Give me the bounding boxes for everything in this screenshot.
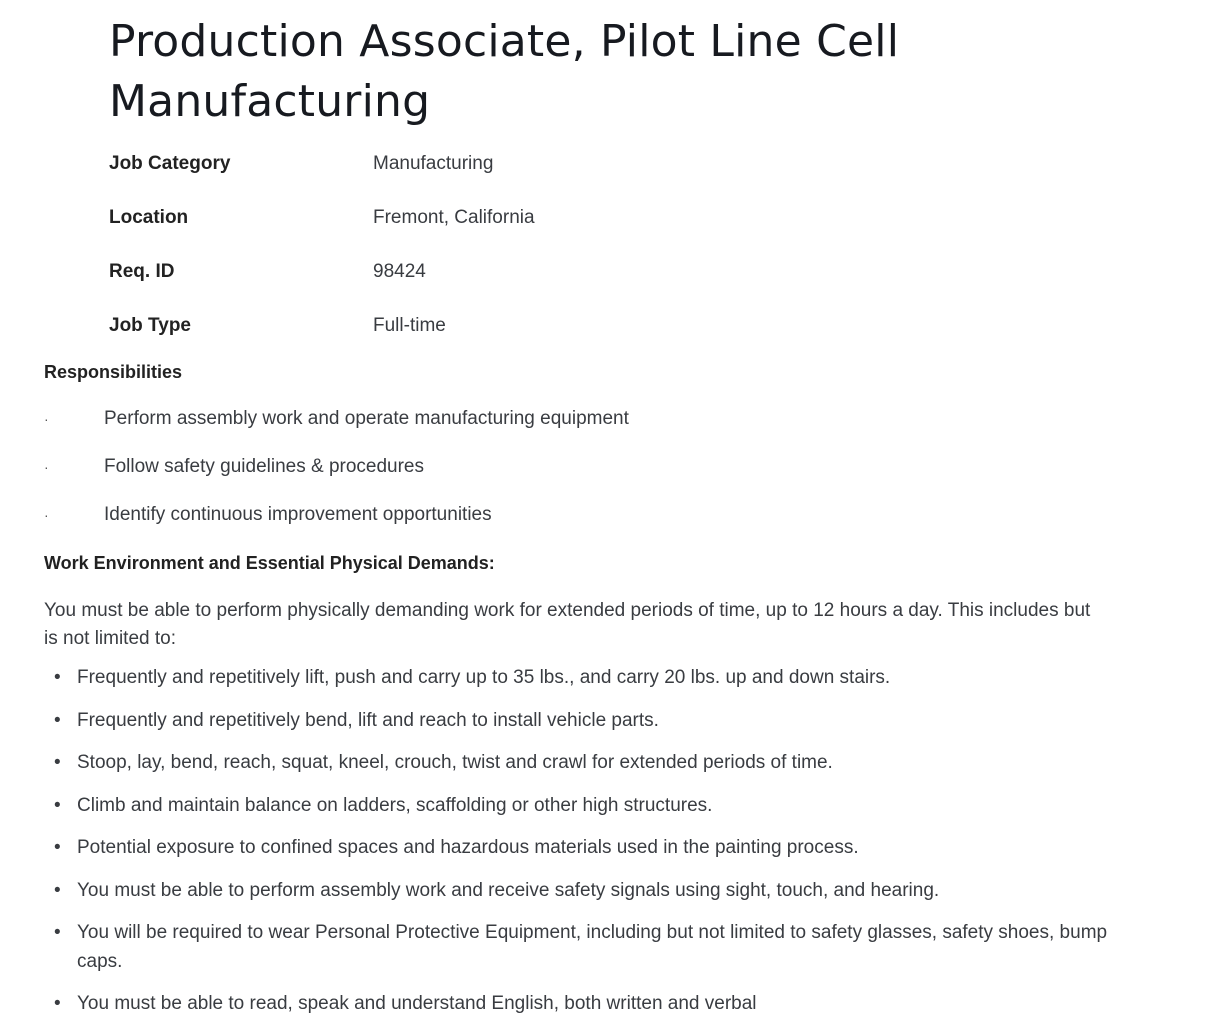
bullet-dot-icon: ·: [44, 411, 49, 427]
job-title: Production Associate, Pilot Line Cell Manufacturing: [109, 16, 900, 127]
list-item-text: Identify continuous improvement opportunities: [104, 504, 492, 525]
list-item: [44, 500, 944, 548]
list-item: • You must be able to perform assembly work and receive safety signals using sight, touch, and hearing.: [44, 877, 1134, 906]
list-item: • You will be required to wear Personal Protective Equipment, including but not limited to safety glasses, safety shoes, bump caps.: [44, 919, 1134, 976]
meta-value: Fremont, California: [373, 207, 535, 228]
list-item: • Frequently and repetitively lift, push and carry up to 35 lbs., and carry 20 lbs. up and down stairs.: [44, 664, 1134, 693]
meta-row-location: [109, 200, 909, 254]
work-environment-heading: Work Environment and Essential Physical Demands:: [44, 553, 495, 573]
responsibilities-heading: Responsibilities: [44, 362, 183, 382]
meta-label: Location: [109, 207, 189, 228]
meta-value: Manufacturing: [373, 153, 494, 174]
bullet-dot-icon: ·: [44, 459, 49, 475]
meta-row-job-type: [109, 308, 909, 362]
meta-label: Req. ID: [109, 261, 175, 282]
meta-value: 98424: [373, 261, 426, 282]
responsibilities-list: [44, 404, 944, 548]
job-meta-table: [109, 146, 909, 362]
list-item: [44, 404, 944, 452]
meta-value: Full-time: [373, 315, 446, 336]
list-item: • Climb and maintain balance on ladders, scaffolding or other high structures.: [44, 792, 1134, 821]
meta-label: Job Type: [109, 315, 191, 336]
meta-label: Job Category: [109, 153, 231, 174]
list-item: [44, 452, 944, 500]
physical-demands-intro: You must be able to perform physically demanding work for extended periods of time, up to 12 hours a day. This includes but is not limited to:: [44, 600, 1091, 649]
list-item: • Stoop, lay, bend, reach, squat, kneel, crouch, twist and crawl for extended periods of time.: [44, 749, 1134, 778]
list-item-text: Follow safety guidelines & procedures: [104, 456, 425, 477]
physical-demands-list: [44, 664, 1134, 1033]
list-item: • Potential exposure to confined spaces and hazardous materials used in the painting process.: [44, 834, 1134, 863]
meta-row-req-id: [109, 254, 909, 308]
list-item: • Frequently and repetitively bend, lift and reach to install vehicle parts.: [44, 707, 1134, 736]
list-item: • You must be able to read, speak and understand English, both written and verbal: [44, 990, 1134, 1019]
bullet-dot-icon: ·: [44, 507, 49, 523]
list-item-text: Perform assembly work and operate manufacturing equipment: [104, 408, 629, 429]
meta-row-job-category: [109, 146, 909, 200]
